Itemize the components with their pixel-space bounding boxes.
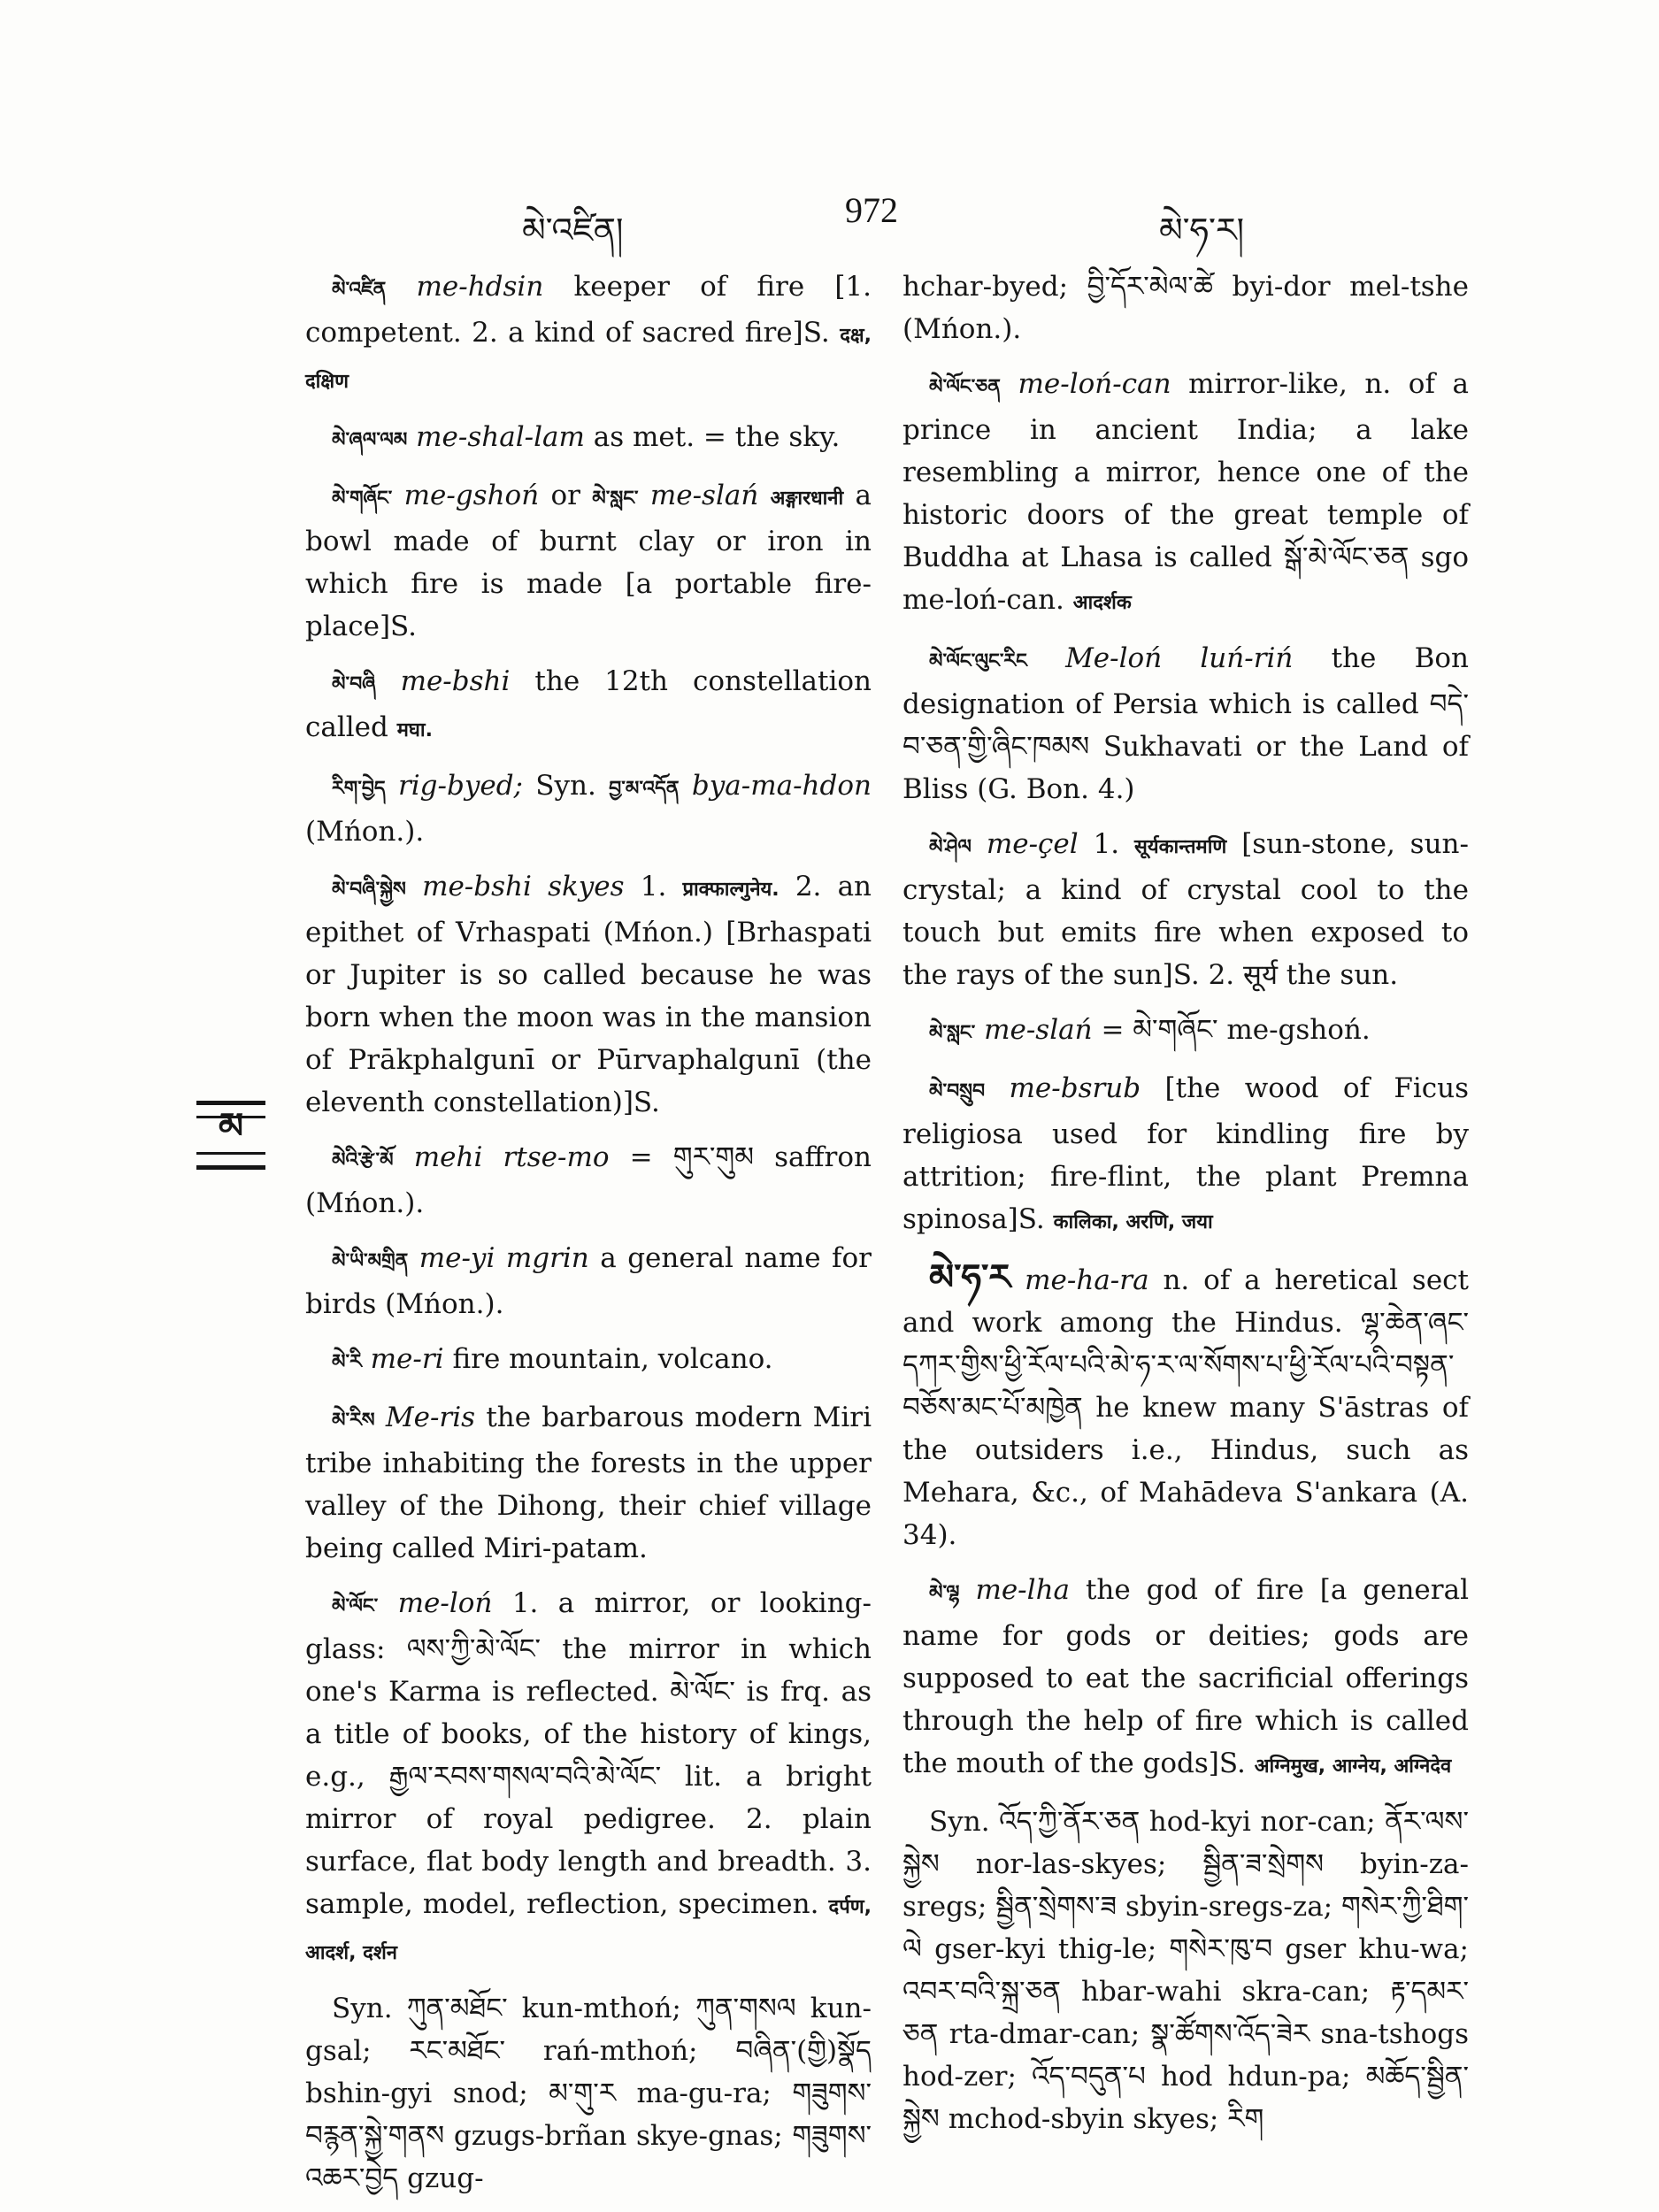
transliteration: me-bshi — [400, 665, 511, 697]
entry-text: the 12th constellation called — [305, 665, 872, 743]
dictionary-entry — [305, 474, 872, 648]
dictionary-entry — [305, 660, 872, 752]
dictionary-entry — [305, 1237, 872, 1325]
transliteration: me-yi mgrin — [419, 1242, 589, 1274]
dictionary-entry — [305, 1338, 872, 1384]
tibetan-headword: མེ་ལོང་ — [332, 1595, 379, 1617]
tibetan-headword: མེ་གཞོང་ — [332, 488, 393, 510]
dictionary-entry — [305, 1987, 872, 2200]
tibetan-headword: མེ་སླང་ — [929, 1022, 976, 1044]
entry-text: as met. = the sky. — [593, 421, 841, 453]
tibetan-headword: རིག་བྱེད — [332, 778, 386, 800]
dictionary-entry — [305, 764, 872, 853]
tibetan-headword: མེ་འཛིན — [332, 279, 387, 301]
entry-text: a bowl made of burnt clay or iron in which fire is made [a portable fire-place]S. — [305, 480, 872, 642]
tibetan-headword: མེ་ཞལ་ལམ — [332, 429, 408, 451]
dictionary-entry — [305, 265, 872, 403]
dictionary-entry — [902, 1067, 1469, 1244]
tibetan-headword: མེ་ཡི་མགྲིན — [332, 1250, 409, 1272]
entry-text: mirror-like, n. of a prince in ancient India; a lake resembling a mirror, hence one of the historic doors of the great temple of Buddha at Lhasa is called སྒོ་མེ་ལོང་ཅན sgo me-loń-can. — [902, 368, 1469, 616]
entry-text: Syn. ཀུན་མཐོང་ kun-mthoń; ཀུན་གསལ kun-gsal; རང་མཐོང་ rań-mthoń; བཞིན་(གྱི)སྣོད bshin-gyi snod; མ་གུ་ར ma-gu-ra; གཟུགས་བརྙན་སྐྱེ་གནས gzugs-brñan skye-gnas; གཟུགས་འཆར་བྱེད gzug- — [305, 1993, 872, 2194]
entry-text: the Bon designation of Persia which is called བདེ་བ་ཅན་གྱི་ཞིང་ཁམས Sukhavati or the Land of Bliss (G. Bon. 4.) — [902, 642, 1470, 805]
tibetan-headword: མེ་ལོང་ལུང་རིང — [929, 650, 1027, 672]
section-letter-marker: མ — [196, 1101, 265, 1170]
dictionary-entry — [902, 823, 1469, 996]
tibetan-headword: མེ་ལོང་ཅན — [929, 376, 1001, 398]
running-head-right: མེ་ཧ་ར། — [1159, 211, 1245, 250]
transliteration: me-ri — [370, 1343, 444, 1375]
transliteration: me-lha — [975, 1574, 1071, 1606]
transliteration: me-loń — [397, 1587, 493, 1619]
entry-text: (Mńon.). — [305, 816, 425, 848]
tibetan-headword: བྱ་མ་འདོན — [609, 778, 680, 800]
transliteration: mehi rtse-mo — [413, 1141, 610, 1173]
entry-text: fire mountain, volcano. — [452, 1343, 773, 1375]
left-column — [305, 265, 872, 2212]
page-number: 972 — [845, 190, 898, 230]
running-head-left: མེ་འཛིན། — [522, 211, 624, 250]
entry-text: [sun-stone, sun-crystal; a kind of crystal cool to the touch but emits fire when exposed to the rays of the sun]S. 2. सूर्य the sun. — [902, 828, 1469, 991]
dictionary-entry — [305, 865, 872, 1124]
tibetan-headword: མེ་རི — [332, 1351, 362, 1373]
transliteration: me-slań — [649, 480, 759, 511]
transliteration: me-ha-ra — [1025, 1264, 1149, 1296]
tibetan-headword: མེའི་རྩེ་མོ — [332, 1149, 394, 1171]
transliteration: me-bsrub — [1009, 1072, 1141, 1104]
entry-text: the barbarous modern Miri tribe inhabiting the forests in the upper valley of the Dihong, their chief village being called Miri-patam. — [305, 1402, 872, 1564]
dictionary-entry — [902, 1801, 1469, 2140]
sanskrit-equivalent: प्राक्फाल्गुनेय. — [682, 879, 780, 901]
transliteration: me-çel — [986, 828, 1079, 860]
entry-text: or — [550, 480, 580, 511]
transliteration: me-shal-lam — [416, 421, 585, 453]
tibetan-headword: མེ་རིས — [332, 1409, 375, 1432]
transliteration: rig-byed; — [397, 770, 523, 802]
sanskrit-equivalent: आदर्शक — [1072, 592, 1132, 614]
tibetan-headword: མེ་ཧ་ར — [929, 1257, 1011, 1298]
tibetan-headword: མེ་སླང་ — [592, 488, 639, 510]
page-header — [0, 190, 1659, 250]
dictionary-entry — [305, 1396, 872, 1570]
right-column — [902, 265, 1469, 2153]
transliteration: me-loń-can — [1018, 368, 1171, 400]
dictionary-entry — [902, 637, 1469, 810]
entry-text: [the wood of Ficus religiosa used for kindling fire by attrition; fire-flint, the plant Premna spinosa]S. — [902, 1072, 1470, 1235]
dictionary-entry — [902, 1009, 1469, 1055]
transliteration: Me-loń luń-riń — [1065, 642, 1294, 674]
entry-text: 1. — [640, 871, 667, 902]
sanskrit-equivalent: दर्पण, आदर्श, दर्शन — [305, 1896, 872, 1964]
entry-text: n. of a heretical sect and work among the Hindus. ལྷ་ཆེན་ཞང་དཀར་གྱིས་ཕྱི་རོལ་པའི་མེ་ཧ་ར་ལ་སོགས་པ་ཕྱི་རོལ་པའི་བསྟན་བཅོས་མང་པོ་མཁྱེན he knew many S'āstras of the outsiders i.e., Hindus, such as Mehara, &c., of Mahādeva S'ankara (A. 34). — [902, 1264, 1469, 1551]
dictionary-entry — [305, 1582, 872, 1975]
entry-text: = མེ་གཞོང་ me-gshoń. — [1101, 1014, 1371, 1046]
entry-text: Syn. འོད་ཀྱི་ནོར་ཅན hod-kyi nor-can; ནོར་ལས་སྐྱེས nor-las-skyes; སྦྱིན་ཟ་སྲེགས byin-za-sregs; སྦྱིན་སྲེགས་ཟ sbyin-sregs-za; གསེར་ཀྱི་ཐིག་ལེ gser-kyi thig-le; གསེར་ཁུ་བ gser khu-wa; འབར་བའི་སྐྲ་ཅན hbar-wahi skra-can; རྟ་དམར་ཅན rta-dmar-can; སྣ་ཚོགས་འོད་ཟེར sna-tshogs hod-zer; འོད་བདུན་པ hod hdun-pa; མཆོད་སྦྱིན་སྐྱེས mchod-sbyin skyes; རིག — [902, 1806, 1469, 2135]
transliteration: bya-ma-hdon — [691, 770, 872, 802]
entry-text: = གུར་གུམ saffron (Mńon.). — [305, 1141, 872, 1219]
sanskrit-equivalent: दक्ष, दक्षिण — [305, 325, 872, 393]
dictionary-entry — [902, 1256, 1469, 1556]
dictionary-entry — [305, 1136, 872, 1225]
sanskrit-equivalent: सूर्यकान्तमणि — [1134, 836, 1227, 858]
sanskrit-equivalent: कालिका, अरणि, जया — [1053, 1211, 1213, 1233]
transliteration: me-hdsin — [416, 271, 544, 303]
entry-text: the god of fire [a general name for gods or deities; gods are supposed to eat the sacrificial offerings through the help of fire which is called the mouth of the gods]S. — [902, 1574, 1469, 1779]
dictionary-entry — [902, 363, 1469, 625]
transliteration: me-slań — [984, 1014, 1093, 1046]
tibetan-headword: མེ་བསྲུབ — [929, 1080, 986, 1102]
tibetan-headword: མེ་ཤེལ — [929, 836, 972, 858]
entry-text: 2. an epithet of Vrhaspati (Mńon.) [Brhaspati or Jupiter is so called because he was born when the moon was in the mansion of Prākphalgunī or Pūrvaphalgunī (the eleventh constellation)]S. — [305, 871, 872, 1118]
dictionary-entry — [902, 1569, 1469, 1788]
entry-text: 1. — [1093, 828, 1120, 860]
tibetan-headword: མེ་བཞི་སྐྱེས — [332, 879, 406, 901]
entry-text: keeper of fire [1. competent. 2. a kind of sacred fire]S. — [305, 271, 872, 349]
dictionary-entry — [902, 265, 1469, 350]
entry-text: hchar-byed; བྱི་དོར་མེལ་ཚེ byi-dor mel-tshe (Mńon.). — [902, 271, 1469, 345]
sanskrit-equivalent: अग्निमुख, आग्नेय, अग्निदेव — [1254, 1755, 1452, 1778]
dictionary-entry — [305, 416, 872, 462]
transliteration: me-gshoń — [403, 480, 540, 511]
sanskrit-equivalent: मघा. — [396, 719, 433, 741]
sanskrit-equivalent: अङ्गारधानी — [770, 488, 844, 510]
tibetan-headword: མེ་ལྷ — [929, 1582, 960, 1604]
transliteration: me-bshi skyes — [422, 871, 625, 902]
entry-text: Syn. — [535, 770, 596, 802]
transliteration: Me-ris — [385, 1402, 476, 1433]
entry-text: 1. a mirror, or looking-glass: ལས་ཀྱི་མེ་ལོང་ the mirror in which one's Karma is reflected. མེ་ལོང་ is frq. as a title of books, of the history of kings, e.g., རྒྱལ་རབས་གསལ་བའི་མེ་ལོང་ lit. a bright mirror of royal pedigree. 2. plain surface, flat body length and breadth. 3. sample, model, reflection, specimen. — [305, 1587, 872, 1920]
entry-text: a general name for birds (Mńon.). — [305, 1242, 872, 1320]
tibetan-headword: མེ་བཞི — [332, 673, 376, 695]
